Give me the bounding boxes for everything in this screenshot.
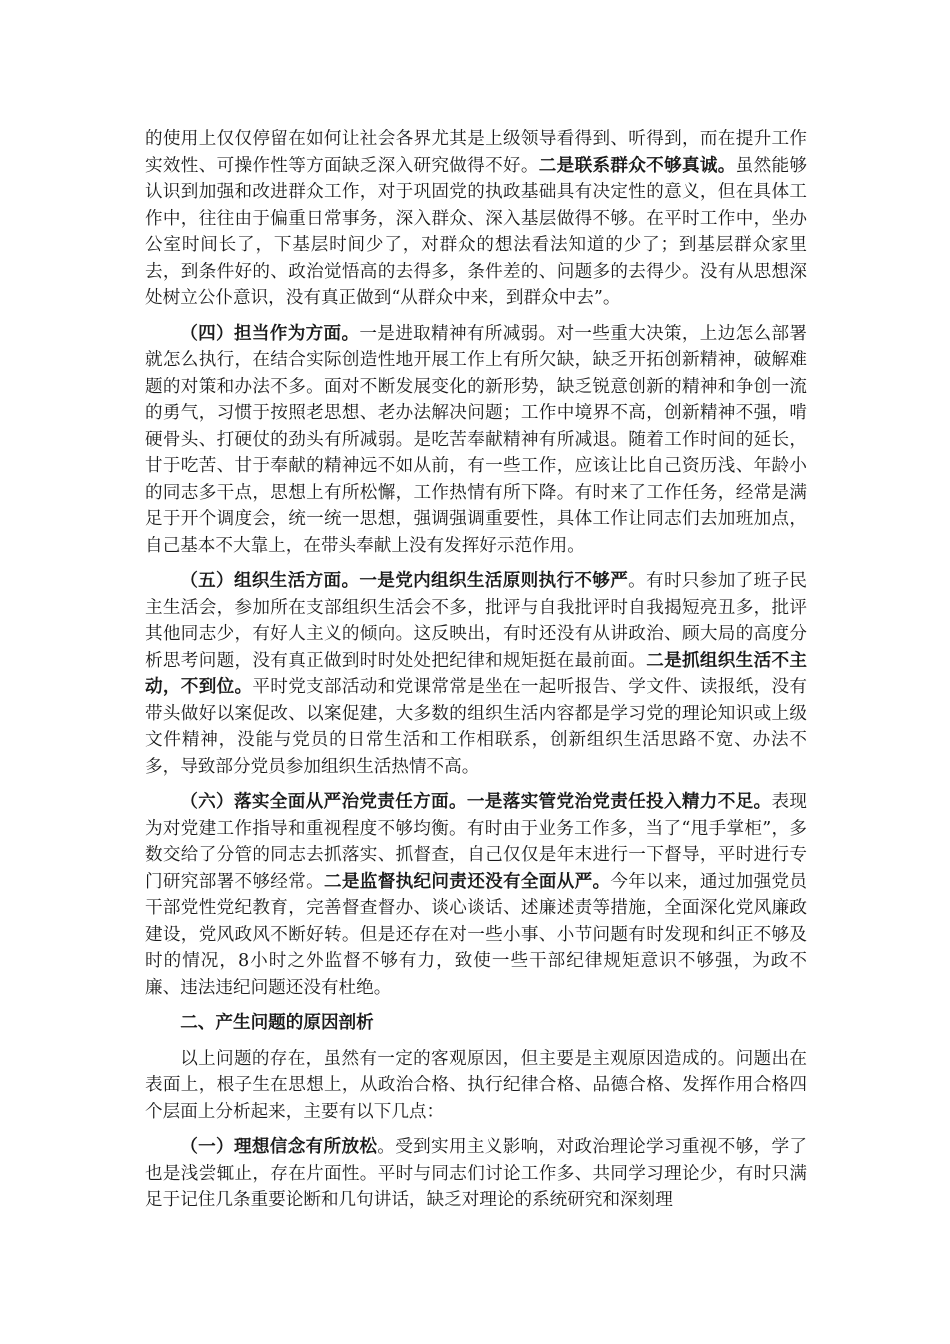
- text-run: 的使用上仅仅停留在如何让社会各界尤其是上级领导看得到、听得到，而在提升工作实效性、可操作性等方面缺乏深入研究做得不好。: [145, 129, 807, 176]
- bold-run: 二是联系群众不够真诚。: [538, 154, 736, 176]
- paragraph-cause-intro: [145, 1046, 807, 1126]
- text-run: 以上问题的存在，虽然有一定的客观原因，但主要是主观原因造成的。问题出在表面上，根子生在思想上，从政治合格、执行纪律合格、品德合格、发挥作用合格四个层面上分析起来，主要有以下几点：: [145, 1048, 807, 1122]
- paragraph-section-6: [145, 789, 807, 1001]
- paragraph-ideals-beliefs: [145, 1134, 807, 1214]
- text-run: 。受到实用主义影响，对政治理论学习重视不够，学了也是浅尝辄止，存在片面性。平时与同志们讨论工作多、共同学习理论少，有时只满足于记住几条重要论断和几句讲话，缺乏对理论的系统研究和深刻理: [145, 1137, 807, 1210]
- text-run: 虽然能够认识到加强和改进群众工作，对于巩固党的执政基础具有决定性的意义，但在具体工作中，往往由于偏重日常事务，深入群众、深入基层做得不够。在平时工作中，坐办公室时间长了，下基层时间少了，对群众的想法看法知道的少了；到基层群众家里去，到条件好的、政治觉悟高的去得多，条件差的、问题多的去得少。没有从思想深处树立公仆意识，没有真正做到“从群众中来，到群众中去”。: [145, 155, 807, 308]
- bold-run: 二是监督执纪问责还没有全面从严。: [324, 870, 611, 892]
- section-heading: （六）落实全面从严治党责任方面。一是落实管党治党责任投入精力不足。: [180, 791, 772, 812]
- bold-run: 二是抓组织生活不主动，不到位。: [145, 649, 807, 697]
- text-run: 表现为对党建工作指导和重视程度不够均衡。有时由于业务工作多，当了“甩手掌柜”，多数交给了分管的同志去抓落实、抓督查，自己仅仅是年末进行一下督导，平时进行专门研究部署不够经常。: [145, 792, 807, 892]
- document-page: [145, 126, 807, 1223]
- section-heading: （一）理想信念有所放松: [180, 1136, 378, 1157]
- chapter-heading-text: 二、产生问题的原因剖析: [180, 1012, 374, 1033]
- text-run: 。有时只参加了班子民主生活会，参加所在支部组织生活会不多，批评与自我批评时自我揭短亮丑多，批评其他同志少，有好人主义的倾向。这反映出，有时还没有从讲政治、顾大局的高度分析思考问题，没有真正做到时时处处把纪律和规矩挺在最前面。: [145, 571, 807, 671]
- text-run: 今年以来，通过加强党员干部党性党纪教育，完善督查督办、谈心谈话、述廉述责等措施，全面深化党风廉政建设，党风政风不断好转。但是还存在对一些小事、小节问题有时发现和纠正不够及时的情况，8小时之外监督不够有力，致使一些干部纪律规矩意识不够强，为政不廉、违法违纪问题还没有杜绝。: [145, 871, 807, 998]
- section-heading: （四）担当作为方面。: [180, 322, 360, 344]
- section-heading: （五）组织生活方面。一是党内组织生活原则执行不够严: [180, 570, 629, 591]
- paragraph-section-4: [145, 321, 807, 560]
- chapter-heading: [145, 1010, 807, 1037]
- paragraph-section-5: [145, 568, 807, 780]
- paragraph-contact-masses: [145, 126, 807, 312]
- text-run: 一是进取精神有所减弱。对一些重大决策，上边怎么部署就怎么执行，在结合实际创造性地开展工作上有所欠缺，缺乏开拓创新精神，破解难题的对策和办法不多。面对不断发展变化的新形势，缺乏锐意创新的精神和争创一流的勇气，习惯于按照老思想、老办法解决问题；工作中境界不高，创新精神不强，啃硬骨头、打硬仗的劲头有所减弱。是吃苦奉献精神有所减退。随着工作时间的延长，甘于吃苦、甘于奉献的精神远不如从前，有一些工作，应该让比自己资历浅、年龄小的同志多干点，思想上有所松懈，工作热情有所下降。有时来了工作任务，经常是满足于开个调度会，统一统一思想，强调强调重要性，具体工作让同志们去加班加点，自己基本不大靠上，在带头奉献上没有发挥好示范作用。: [145, 323, 807, 556]
- text-run: 平时党支部活动和党课常常是坐在一起听报告、学文件、读报纸，没有带头做好以案促改、以案促建，大多数的组织生活内容都是学习党的理论知识或上级文件精神，没能与党员的日常生活和工作相联系，创新组织生活思路不宽、办法不多，导致部分党员参加组织生活热情不高。: [145, 677, 807, 777]
